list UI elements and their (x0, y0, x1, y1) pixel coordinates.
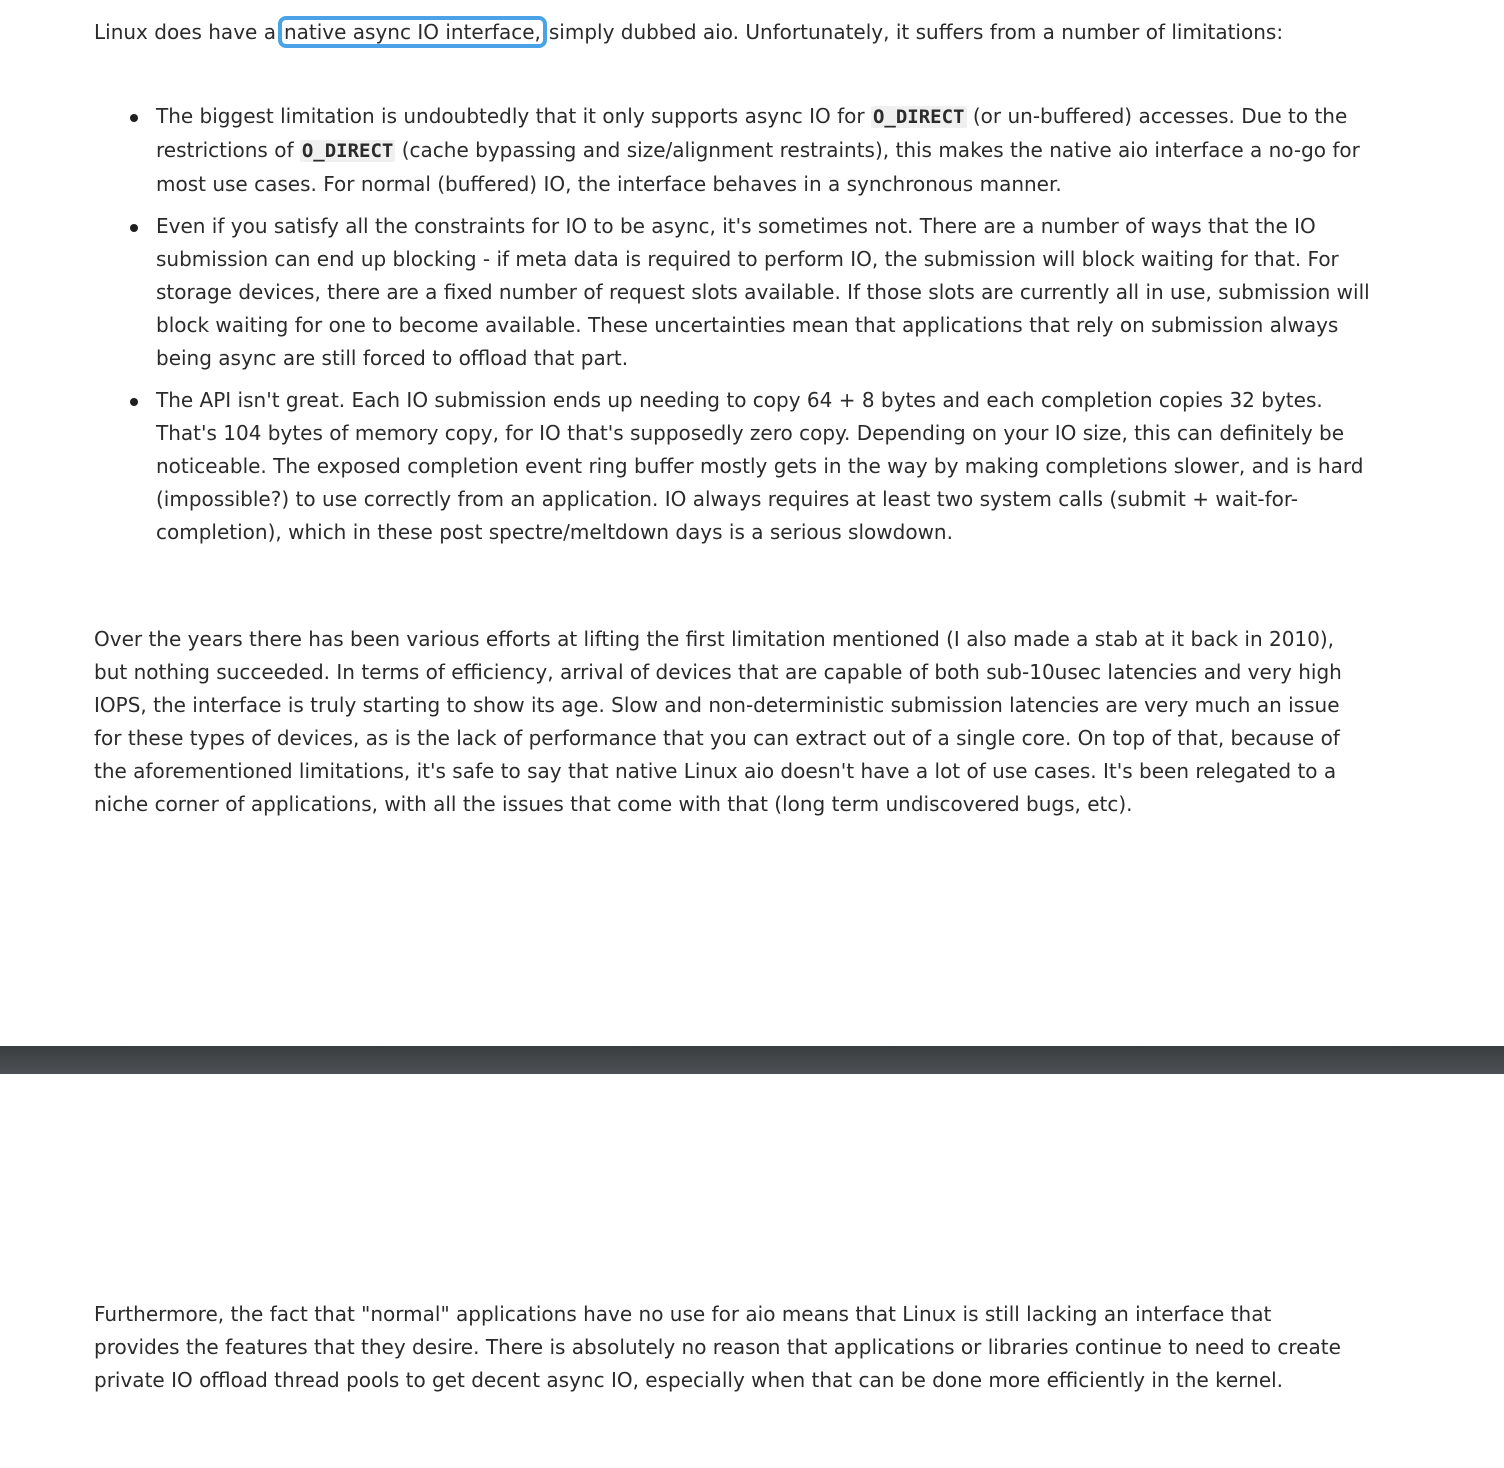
bullet-icon (130, 398, 138, 406)
list-item (156, 210, 1384, 375)
furthermore-paragraph: Furthermore, the fact that "normal" applications have no use for aio means that Linux is still lacking an interface that provides the features that they desire. There is absolutely no reason that applications or libraries continue to need to create private IO offload thread pools to get decent async IO, especially when that can be done more efficiently in the kernel. (94, 1302, 1341, 1392)
limitation-1-text-a: The biggest limitation is undoubtedly that it only supports async IO for (156, 104, 871, 128)
history-paragraph: Over the years there has been various efforts at lifting the first limitation mentioned (I also made a stab at it back in 2010), but nothing succeeded. In terms of efficiency, arrival of devices that are capable of both sub-10usec latencies and very high IOPS, the interface is truly starting to show its age. Slow and non-deterministic submission latencies are very much an issue for these types of devices, as is the lack of performance that you can extract out of a single core. On top of that, because of the aforementioned limitations, it's safe to say that native Linux aio doesn't have a lot of use cases. It's been relegated to a niche corner of applications, with all the issues that come with that (long term undiscovered bugs, etc). (94, 627, 1342, 816)
bullet-icon (130, 224, 138, 232)
limitations-list (126, 100, 1384, 558)
intro-text-before: Linux does have a (94, 20, 276, 44)
limitation-1-text-c: (cache bypassing and size/alignment restraints), this makes the native aio interface a no-go for most use cases. For normal (buffered) IO, the interface behaves in a synchronous manner. (156, 138, 1360, 196)
list-item (156, 100, 1384, 201)
limitation-1-text-b: (or un-buffered) accesses. Due to the restrictions of (156, 104, 1348, 162)
bullet-icon (130, 114, 138, 122)
limitation-2-text: Even if you satisfy all the constraints for IO to be async, it's sometimes not. There are a number of ways that the IO submission can end up blocking - if meta data is required to perform IO, the submission will block waiting for that. For storage devices, there are a fixed number of request slots available. If those slots are currently all in use, submission will block waiting for one to become available. These uncertainties mean that applications that rely on submission always being async are still forced to offload that part. (156, 214, 1370, 370)
list-item (156, 384, 1384, 549)
intro-text-after: simply dubbed aio. Unfortunately, it suffers from a number of limitations: (548, 20, 1284, 44)
section-divider (0, 1046, 1504, 1074)
o-direct-code: O_DIRECT (301, 140, 394, 162)
intro-paragraph (94, 16, 1354, 49)
native-async-io-link[interactable]: native async IO interface, (278, 16, 547, 48)
limitation-3-text: The API isn't great. Each IO submission ends up needing to copy 64 + 8 bytes and each completion copies 32 bytes. That's 104 bytes of memory copy, for IO that's supposedly zero copy. Depending on your IO size, this can definitely be noticeable. The exposed completion event ring buffer mostly gets in the way by making completions slower, and is hard (impossible?) to use correctly from an application. IO always requires at least two system calls (submit + wait-for-completion), which in these post spectre/meltdown days is a serious slowdown. (156, 388, 1364, 544)
o-direct-code: O_DIRECT (872, 106, 965, 128)
